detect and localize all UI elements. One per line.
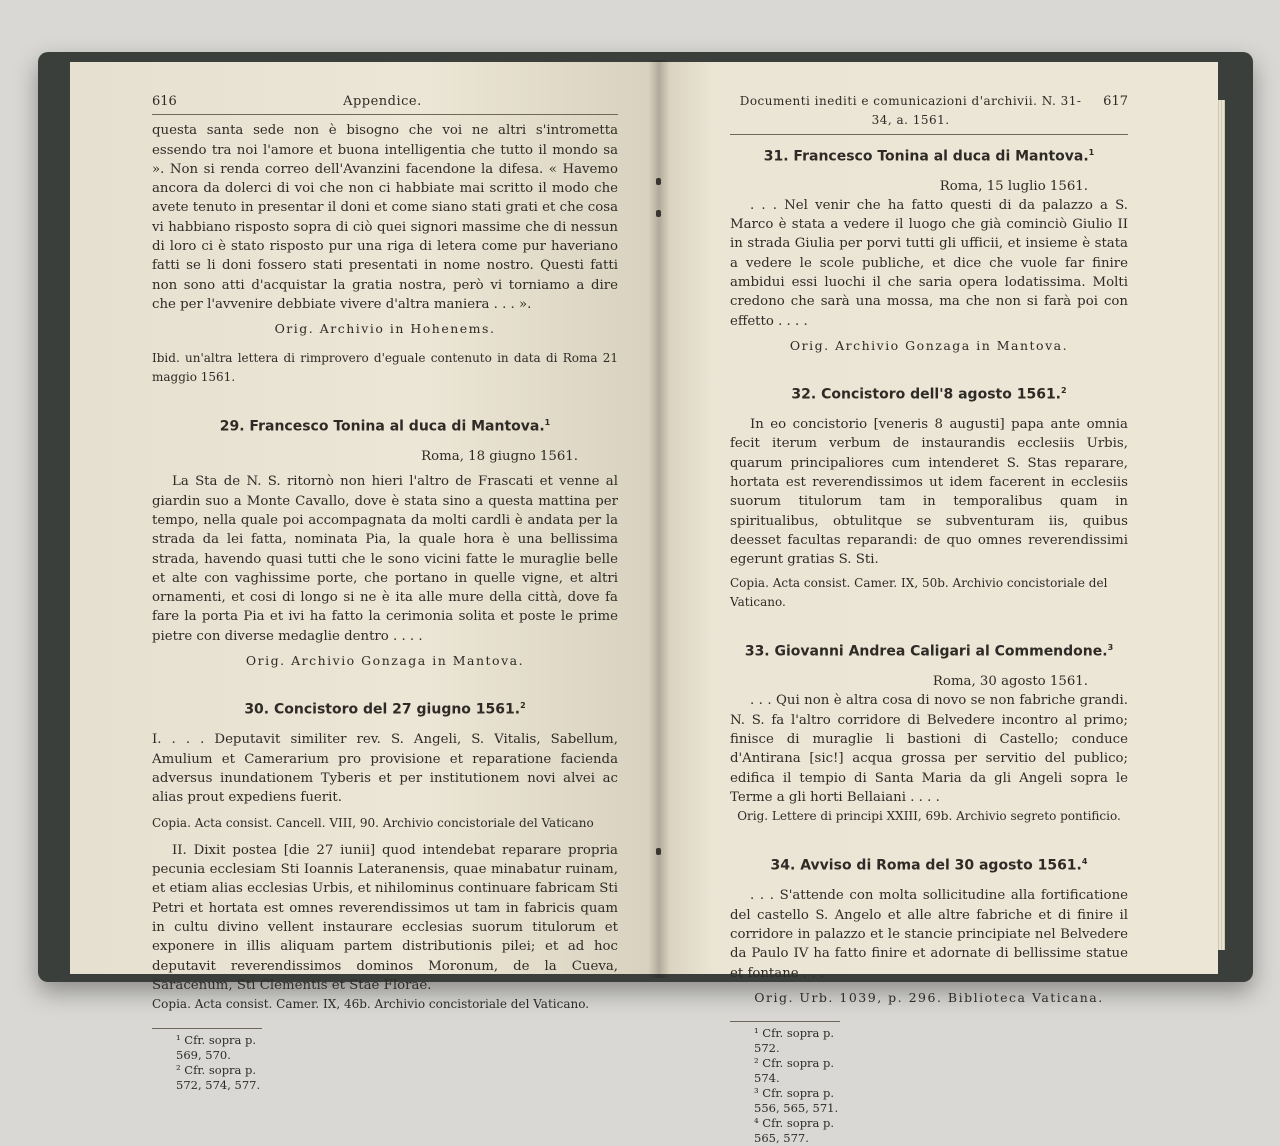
footnote: ⁴ Cfr. sopra p. 565, 577. xyxy=(754,1116,835,1146)
doc31-source: Orig. Archivio Gonzaga in Mantova. xyxy=(789,337,1069,353)
doc32-heading: 32. Concistoro dell'8 agosto 1561.$^2$ xyxy=(791,386,1067,403)
doc30-source1: Copia. Acta consist. Cancell. VIII, 90. Archivio concistoriale del Vaticano xyxy=(152,815,594,830)
doc29-heading: 29. Francesco Tonina al duca di Mantova.$^1$ xyxy=(219,418,551,435)
doc33-heading: 33. Giovanni Andrea Caligari al Commendone.$^3$ xyxy=(744,643,1114,660)
doc33-text: . . . Qui non è altra cosa di novo se non fabriche grandi. N. S. fa l'altro corridore di Belvedere incontro al primo; finisce di muraglie li bastioni di Castello; conduce d'Antirana [sic!] acqua grossa per servitio del publico; edifica il tempio di Santa Maria da gli Angeli sopra le Terme a gli horti Bellaiani . . . . xyxy=(730,693,1128,805)
right-running-title: Documenti inediti e comunicazioni d'archivii. N. 31-34, a. 1561. xyxy=(739,94,1082,128)
doc33-date: Roma, 30 agosto 1561. xyxy=(932,674,1088,690)
doc34-text: . . . S'attende con molta sollicitudine alla fortificatione del castello S. Angelo et alle altre fabriche et di finire il corridore in palazzo et le stancie principiate nel Belvedere da Paulo IV ha fatto finire et adornate di bellissime statue et fontane . . . xyxy=(730,888,1128,981)
left-footnotes xyxy=(152,1028,262,1093)
left-running-head xyxy=(152,92,618,115)
doc31-heading: 31. Francesco Tonina al duca di Mantova.$^1$ xyxy=(763,147,1095,165)
left-page-number: 616 xyxy=(152,94,177,109)
doc29-date: Roma, 18 giugno 1561. xyxy=(421,449,578,465)
footnote: ¹ Cfr. sopra p. 572. xyxy=(754,1026,835,1056)
doc31-date: Roma, 15 luglio 1561. xyxy=(939,178,1088,194)
doc34-source: Orig. Urb. 1039, p. 296. Biblioteca Vaticana. xyxy=(754,989,1104,1005)
binding-stitch xyxy=(656,178,661,185)
continued-note: Ibid. un'altra lettera di rimprovero d'eguale contenuto in data di Roma 21 maggio 1561. xyxy=(152,350,618,384)
footnote: ³ Cfr. sopra p. 556, 565, 571. xyxy=(754,1086,839,1116)
footnote: ¹ Cfr. sopra p. 569, 570. xyxy=(176,1033,257,1063)
footnote: ² Cfr. sopra p. 572, 574, 577. xyxy=(176,1063,261,1093)
right-running-head xyxy=(730,92,1128,135)
doc34-heading: 34. Avviso di Roma del 30 agosto 1561.$^4$ xyxy=(770,857,1088,875)
left-running-title: Appendice. xyxy=(343,94,422,109)
doc30-text1: I. . . . Deputavit similiter rev. S. Angeli, S. Vitalis, Sabellum, Amulium et Camerarium pro provisione et reparatione facienda adversus inundationem Tyberis et per institutionem novi alvei ac alias prout expediens fuerit. xyxy=(152,732,618,806)
doc31-text: . . . Nel venir che ha fatto questi di da palazzo a S. Marco è stata a vedere il luogo che già cominciò Giulio II in strada Giulia per porvi tutti gli ufficii, et insieme è stata a vedere le scole publiche, et dice che vuole far finire ambidui essi luochi il che saria opera lodatissima. Molti credono che sarà una mossa, ma che non si farà poi con effetto . . . . xyxy=(730,197,1128,329)
binding-stitch xyxy=(656,848,661,855)
doc32-source: Copia. Acta consist. Camer. IX, 50b. Archivio concistoriale del Vaticano. xyxy=(730,575,1108,609)
left-page xyxy=(70,62,658,1093)
doc30-source2: Copia. Acta consist. Camer. IX, 46b. Archivio concistoriale del Vaticano. xyxy=(152,997,590,1012)
doc29-source: Orig. Archivio Gonzaga in Mantova. xyxy=(245,653,525,669)
continued-text: questa santa sede non è bisogno che voi ne altri s'intrometta essendo tra noi l'amore et buona intelligentia che tutto il mondo sa ». Non si renda correo dell'Avanzini facendone la difesa. « Havemo ancora da dolerci di voi che non ci habbiate mai scritto il modo che avete tenuto in presentar il doni et come siano stati grati et che cosa vi habbiano risposto sopra di ciò quei signori massime che di nessun di loro ci è stato risposto pur una riga di letera come pur haveriano fatti se li doni fossero stati presentati in nome nostro. Questi fatti non sono atti d'acquistar la gratia nostra, però vi torniamo a dire che per l'avvenire debbiate vivere d'altra maniera . . . ». xyxy=(152,123,618,312)
gutter-shadow xyxy=(648,60,670,978)
right-page-number: 617 xyxy=(1103,94,1128,109)
doc30-text2: II. Dixit postea [die 27 iunii] quod intendebat reparare propria pecunia ecclesiam Sti Ioannis Lateranensis, quae minabatur ruinam, et etiam alias ecclesias Urbis, et nihilominus continuare fabricam Sti Petri et hortata est omnes reverendissimos ut tam in fabricis quam in cultu divino vellent instaurare ecclesias suorum titulorum et exponere in illis aliquam partem distributionis pilei; et ad hoc deputavit reverendissimos dominos Moronum, de la Cueva, Saracenum, Sti Clementis et Stae Florae. xyxy=(152,842,618,993)
footnote: ² Cfr. sopra p. 574. xyxy=(754,1056,835,1086)
right-footnotes xyxy=(730,1021,840,1146)
binding-stitch xyxy=(656,210,661,217)
continued-source: Orig. Archivio in Hohenems. xyxy=(274,321,496,337)
right-page xyxy=(658,62,1218,1146)
doc33-source: Orig. Lettere di principi XXIII, 69b. Archivio segreto pontificio. xyxy=(737,809,1121,824)
doc32-text: In eo concistorio [veneris 8 augusti] papa ante omnia fecit iterum verbum de instaurandis ecclesiis Urbis, quarum principaliores cum intenderet S. Stas reparare, hortata est reverendissimos ut idem facerent in ecclesiis suorum titulorum tam in temporalibus quam in spiritualibus, obtulitque se subventuram iis, quibus deesset facultas reparandi: de quo omnes reverendissimi egerunt gratias S. Sti. xyxy=(730,417,1128,568)
doc30-heading: 30. Concistoro del 27 giugno 1561.$^2$ xyxy=(244,701,526,719)
doc29-text: La Sta de N. S. ritornò non hieri l'altro de Frascati et venne al giardin suo a Monte Cavallo, dove è stata sino a questa mattina per tempo, nella quale poi accompagnata da molti cardli è andata per la strada da lei fatta, nominata Pia, la quale hora è una bellissima strada, havendo quasi tutti che le sono vicini fatte le muraglie belle et alte con vaghissime porte, che portano in quelle vigne, et altri ornamenti, et cosi di longo si ne è ita alle mure della città, dove fa fare la porta Pia et ivi ha fatto la cerimonia solita et poste le prime pietre con diverse medaglie dentro . . . . xyxy=(152,474,618,644)
